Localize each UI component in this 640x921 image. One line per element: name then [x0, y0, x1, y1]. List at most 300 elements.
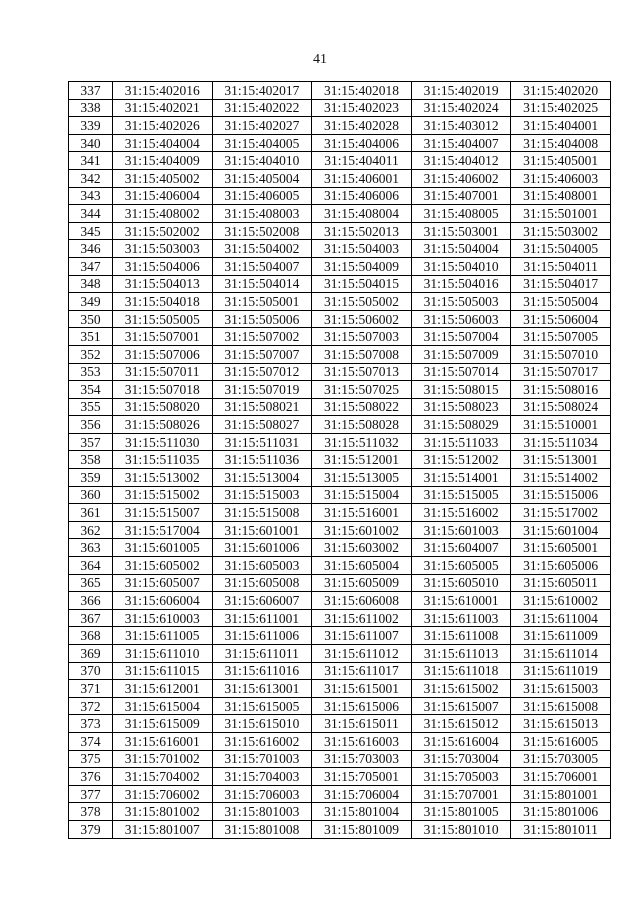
table-row	[69, 134, 611, 152]
cadastral-number-cell: 31:15:505005	[113, 310, 213, 328]
cadastral-number-cell: 31:15:507013	[312, 363, 412, 381]
cadastral-number-cell: 31:15:704002	[113, 768, 213, 786]
table-row	[69, 257, 611, 275]
table-row	[69, 82, 611, 100]
cadastral-number-cell: 31:15:801011	[511, 820, 611, 838]
cadastral-number-cell: 31:15:514001	[411, 469, 511, 487]
cadastral-number-cell: 31:15:801005	[411, 803, 511, 821]
cadastral-number-cell: 31:15:402022	[212, 99, 312, 117]
cadastral-number-cell: 31:15:615009	[113, 715, 213, 733]
cadastral-number-cell: 31:15:615013	[511, 715, 611, 733]
row-number-cell: 365	[69, 574, 113, 592]
cadastral-number-cell: 31:15:517002	[511, 504, 611, 522]
cadastral-number-cell: 31:15:404010	[212, 152, 312, 170]
cadastral-number-cell: 31:15:615004	[113, 697, 213, 715]
cadastral-number-cell: 31:15:503003	[113, 240, 213, 258]
cadastral-number-cell: 31:15:801009	[312, 820, 412, 838]
cadastral-number-cell: 31:15:511032	[312, 433, 412, 451]
cadastral-number-cell: 31:15:513005	[312, 469, 412, 487]
cadastral-number-cell: 31:15:512001	[312, 451, 412, 469]
cadastral-number-cell: 31:15:615010	[212, 715, 312, 733]
cadastral-number-cell: 31:15:705003	[411, 768, 511, 786]
cadastral-number-cell: 31:15:611006	[212, 627, 312, 645]
cadastral-number-cell: 31:15:615001	[312, 680, 412, 698]
table-row	[69, 381, 611, 399]
cadastral-number-cell: 31:15:611019	[511, 662, 611, 680]
cadastral-number-cell: 31:15:402025	[511, 99, 611, 117]
cadastral-number-cell: 31:15:801004	[312, 803, 412, 821]
cadastral-number-cell: 31:15:504013	[113, 275, 213, 293]
cadastral-number-cell: 31:15:502008	[212, 222, 312, 240]
cadastral-number-cell: 31:15:406002	[411, 169, 511, 187]
cadastral-number-cell: 31:15:611005	[113, 627, 213, 645]
cadastral-number-cell: 31:15:801006	[511, 803, 611, 821]
cadastral-number-cell: 31:15:514002	[511, 469, 611, 487]
table-row	[69, 469, 611, 487]
cadastral-number-cell: 31:15:604007	[411, 539, 511, 557]
cadastral-number-cell: 31:15:404008	[511, 134, 611, 152]
cadastral-number-cell: 31:15:504018	[113, 293, 213, 311]
cadastral-number-cell: 31:15:503002	[511, 222, 611, 240]
cadastral-number-cell: 31:15:508016	[511, 381, 611, 399]
table-row	[69, 645, 611, 663]
row-number-cell: 357	[69, 433, 113, 451]
cadastral-number-cell: 31:15:605001	[511, 539, 611, 557]
cadastral-number-cell: 31:15:611012	[312, 645, 412, 663]
cadastral-number-cell: 31:15:701003	[212, 750, 312, 768]
cadastral-number-cell: 31:15:507018	[113, 381, 213, 399]
cadastral-number-cell: 31:15:615012	[411, 715, 511, 733]
table-row	[69, 345, 611, 363]
cadastral-number-cell: 31:15:701002	[113, 750, 213, 768]
row-number-cell: 361	[69, 504, 113, 522]
table-row	[69, 99, 611, 117]
cadastral-number-cell: 31:15:408004	[312, 205, 412, 223]
cadastral-number-cell: 31:15:511031	[212, 433, 312, 451]
cadastral-number-cell: 31:15:504015	[312, 275, 412, 293]
cadastral-number-cell: 31:15:404001	[511, 117, 611, 135]
cadastral-number-cell: 31:15:402024	[411, 99, 511, 117]
cadastral-number-cell: 31:15:610002	[511, 592, 611, 610]
cadastral-number-cell: 31:15:706004	[312, 785, 412, 803]
row-number-cell: 370	[69, 662, 113, 680]
cadastral-number-cell: 31:15:511034	[511, 433, 611, 451]
cadastral-number-cell: 31:15:507025	[312, 381, 412, 399]
cadastral-number-cell: 31:15:406001	[312, 169, 412, 187]
row-number-cell: 342	[69, 169, 113, 187]
cadastral-number-cell: 31:15:513002	[113, 469, 213, 487]
cadastral-number-cell: 31:15:801010	[411, 820, 511, 838]
table-row	[69, 803, 611, 821]
cadastral-number-cell: 31:15:611017	[312, 662, 412, 680]
table-row	[69, 310, 611, 328]
cadastral-number-cell: 31:15:611010	[113, 645, 213, 663]
cadastral-number-cell: 31:15:511033	[411, 433, 511, 451]
cadastral-number-cell: 31:15:507001	[113, 328, 213, 346]
cadastral-number-cell: 31:15:508020	[113, 398, 213, 416]
table-row	[69, 768, 611, 786]
cadastral-number-cell: 31:15:508029	[411, 416, 511, 434]
table-row	[69, 662, 611, 680]
cadastral-number-cell: 31:15:507008	[312, 345, 412, 363]
cadastral-number-cell: 31:15:515007	[113, 504, 213, 522]
cadastral-number-cell: 31:15:601004	[511, 521, 611, 539]
cadastral-number-cell: 31:15:504011	[511, 257, 611, 275]
cadastral-number-cell: 31:15:703003	[312, 750, 412, 768]
cadastral-number-cell: 31:15:515002	[113, 486, 213, 504]
cadastral-number-cell: 31:15:504003	[312, 240, 412, 258]
row-number-cell: 363	[69, 539, 113, 557]
cadastral-number-cell: 31:15:801003	[212, 803, 312, 821]
row-number-cell: 347	[69, 257, 113, 275]
row-number-cell: 344	[69, 205, 113, 223]
row-number-cell: 371	[69, 680, 113, 698]
cadastral-number-cell: 31:15:605006	[511, 557, 611, 575]
cadastral-number-cell: 31:15:507012	[212, 363, 312, 381]
cadastral-number-cell: 31:15:507005	[511, 328, 611, 346]
cadastral-number-cell: 31:15:511036	[212, 451, 312, 469]
cadastral-number-cell: 31:15:615005	[212, 697, 312, 715]
cadastral-number-cell: 31:15:402016	[113, 82, 213, 100]
cadastral-number-cell: 31:15:705001	[312, 768, 412, 786]
cadastral-number-cell: 31:15:405004	[212, 169, 312, 187]
table-row	[69, 205, 611, 223]
table-row	[69, 820, 611, 838]
cadastral-number-cell: 31:15:402028	[312, 117, 412, 135]
cadastral-number-cell: 31:15:611008	[411, 627, 511, 645]
cadastral-number-cell: 31:15:507002	[212, 328, 312, 346]
cadastral-number-cell: 31:15:511030	[113, 433, 213, 451]
cadastral-number-cell: 31:15:515006	[511, 486, 611, 504]
row-number-cell: 355	[69, 398, 113, 416]
cadastral-number-cell: 31:15:405001	[511, 152, 611, 170]
cadastral-number-cell: 31:15:517004	[113, 521, 213, 539]
cadastral-number-cell: 31:15:515004	[312, 486, 412, 504]
row-number-cell: 356	[69, 416, 113, 434]
row-number-cell: 358	[69, 451, 113, 469]
cadastral-number-cell: 31:15:507014	[411, 363, 511, 381]
cadastral-number-cell: 31:15:601003	[411, 521, 511, 539]
cadastral-number-cell: 31:15:611016	[212, 662, 312, 680]
table-row	[69, 416, 611, 434]
cadastral-number-cell: 31:15:404009	[113, 152, 213, 170]
cadastral-number-cell: 31:15:703004	[411, 750, 511, 768]
row-number-cell: 377	[69, 785, 113, 803]
table-row	[69, 293, 611, 311]
cadastral-number-cell: 31:15:801002	[113, 803, 213, 821]
row-number-cell: 339	[69, 117, 113, 135]
cadastral-number-cell: 31:15:615011	[312, 715, 412, 733]
cadastral-number-cell: 31:15:507003	[312, 328, 412, 346]
cadastral-number-cell: 31:15:405002	[113, 169, 213, 187]
cadastral-number-cell: 31:15:706002	[113, 785, 213, 803]
cadastral-number-cell: 31:15:505001	[212, 293, 312, 311]
cadastral-number-cell: 31:15:606004	[113, 592, 213, 610]
row-number-cell: 349	[69, 293, 113, 311]
cadastral-number-cell: 31:15:404011	[312, 152, 412, 170]
cadastral-numbers-table	[68, 81, 611, 839]
cadastral-number-cell: 31:15:508026	[113, 416, 213, 434]
cadastral-number-cell: 31:15:611018	[411, 662, 511, 680]
row-number-cell: 359	[69, 469, 113, 487]
cadastral-number-cell: 31:15:601006	[212, 539, 312, 557]
cadastral-number-cell: 31:15:505003	[411, 293, 511, 311]
row-number-cell: 346	[69, 240, 113, 258]
cadastral-number-cell: 31:15:606008	[312, 592, 412, 610]
cadastral-number-cell: 31:15:507009	[411, 345, 511, 363]
cadastral-number-cell: 31:15:502013	[312, 222, 412, 240]
cadastral-number-cell: 31:15:504006	[113, 257, 213, 275]
cadastral-number-cell: 31:15:615006	[312, 697, 412, 715]
cadastral-number-cell: 31:15:508022	[312, 398, 412, 416]
cadastral-number-cell: 31:15:508024	[511, 398, 611, 416]
row-number-cell: 345	[69, 222, 113, 240]
cadastral-number-cell: 31:15:706003	[212, 785, 312, 803]
row-number-cell: 352	[69, 345, 113, 363]
table-row	[69, 275, 611, 293]
cadastral-number-cell: 31:15:406005	[212, 187, 312, 205]
table-row	[69, 486, 611, 504]
table-row	[69, 680, 611, 698]
cadastral-number-cell: 31:15:404006	[312, 134, 412, 152]
table-row	[69, 363, 611, 381]
cadastral-number-cell: 31:15:611001	[212, 609, 312, 627]
cadastral-number-cell: 31:15:404007	[411, 134, 511, 152]
cadastral-number-cell: 31:15:611007	[312, 627, 412, 645]
row-number-cell: 343	[69, 187, 113, 205]
cadastral-number-cell: 31:15:507006	[113, 345, 213, 363]
cadastral-number-cell: 31:15:407001	[411, 187, 511, 205]
row-number-cell: 378	[69, 803, 113, 821]
table-row	[69, 169, 611, 187]
cadastral-number-cell: 31:15:507010	[511, 345, 611, 363]
cadastral-number-cell: 31:15:504007	[212, 257, 312, 275]
table-row	[69, 222, 611, 240]
cadastral-number-cell: 31:15:508027	[212, 416, 312, 434]
cadastral-number-cell: 31:15:503001	[411, 222, 511, 240]
table-row	[69, 504, 611, 522]
cadastral-number-cell: 31:15:406003	[511, 169, 611, 187]
table-row	[69, 328, 611, 346]
cadastral-number-cell: 31:15:611002	[312, 609, 412, 627]
cadastral-number-cell: 31:15:612001	[113, 680, 213, 698]
cadastral-number-cell: 31:15:513001	[511, 451, 611, 469]
cadastral-number-cell: 31:15:402027	[212, 117, 312, 135]
cadastral-number-cell: 31:15:408002	[113, 205, 213, 223]
cadastral-number-cell: 31:15:603002	[312, 539, 412, 557]
cadastral-number-cell: 31:15:505006	[212, 310, 312, 328]
cadastral-number-cell: 31:15:404005	[212, 134, 312, 152]
cadastral-number-cell: 31:15:615002	[411, 680, 511, 698]
cadastral-number-cell: 31:15:801001	[511, 785, 611, 803]
cadastral-number-cell: 31:15:511035	[113, 451, 213, 469]
row-number-cell: 369	[69, 645, 113, 663]
row-number-cell: 376	[69, 768, 113, 786]
cadastral-number-cell: 31:15:616004	[411, 732, 511, 750]
table-row	[69, 152, 611, 170]
cadastral-number-cell: 31:15:504004	[411, 240, 511, 258]
cadastral-number-cell: 31:15:616003	[312, 732, 412, 750]
cadastral-number-cell: 31:15:404004	[113, 134, 213, 152]
cadastral-number-cell: 31:15:605002	[113, 557, 213, 575]
cadastral-number-cell: 31:15:402020	[511, 82, 611, 100]
cadastral-number-cell: 31:15:508015	[411, 381, 511, 399]
cadastral-number-cell: 31:15:516001	[312, 504, 412, 522]
cadastral-number-cell: 31:15:611004	[511, 609, 611, 627]
row-number-cell: 366	[69, 592, 113, 610]
table-row	[69, 732, 611, 750]
cadastral-number-cell: 31:15:408005	[411, 205, 511, 223]
row-number-cell: 362	[69, 521, 113, 539]
cadastral-number-cell: 31:15:504002	[212, 240, 312, 258]
cadastral-number-cell: 31:15:515003	[212, 486, 312, 504]
cadastral-number-cell: 31:15:703005	[511, 750, 611, 768]
cadastral-number-cell: 31:15:508021	[212, 398, 312, 416]
cadastral-number-cell: 31:15:507007	[212, 345, 312, 363]
table-row	[69, 574, 611, 592]
cadastral-number-cell: 31:15:611003	[411, 609, 511, 627]
row-number-cell: 338	[69, 99, 113, 117]
cadastral-number-cell: 31:15:504005	[511, 240, 611, 258]
cadastral-number-cell: 31:15:616002	[212, 732, 312, 750]
cadastral-number-cell: 31:15:403012	[411, 117, 511, 135]
cadastral-number-cell: 31:15:505004	[511, 293, 611, 311]
row-number-cell: 354	[69, 381, 113, 399]
cadastral-number-cell: 31:15:504017	[511, 275, 611, 293]
row-number-cell: 367	[69, 609, 113, 627]
cadastral-number-cell: 31:15:506002	[312, 310, 412, 328]
table-row	[69, 451, 611, 469]
cadastral-number-cell: 31:15:402021	[113, 99, 213, 117]
cadastral-number-cell: 31:15:406006	[312, 187, 412, 205]
row-number-cell: 350	[69, 310, 113, 328]
row-number-cell: 341	[69, 152, 113, 170]
cadastral-number-cell: 31:15:506004	[511, 310, 611, 328]
cadastral-number-cell: 31:15:408001	[511, 187, 611, 205]
cadastral-number-cell: 31:15:605005	[411, 557, 511, 575]
cadastral-number-cell: 31:15:616005	[511, 732, 611, 750]
table-body	[69, 82, 611, 839]
row-number-cell: 375	[69, 750, 113, 768]
table-row	[69, 240, 611, 258]
cadastral-number-cell: 31:15:501001	[511, 205, 611, 223]
cadastral-number-cell: 31:15:507004	[411, 328, 511, 346]
cadastral-number-cell: 31:15:615003	[511, 680, 611, 698]
cadastral-number-cell: 31:15:704003	[212, 768, 312, 786]
cadastral-number-cell: 31:15:611009	[511, 627, 611, 645]
cadastral-number-cell: 31:15:611015	[113, 662, 213, 680]
cadastral-number-cell: 31:15:507017	[511, 363, 611, 381]
cadastral-number-cell: 31:15:601002	[312, 521, 412, 539]
row-number-cell: 340	[69, 134, 113, 152]
cadastral-number-cell: 31:15:707001	[411, 785, 511, 803]
table-row	[69, 750, 611, 768]
row-number-cell: 348	[69, 275, 113, 293]
row-number-cell: 368	[69, 627, 113, 645]
row-number-cell: 372	[69, 697, 113, 715]
cadastral-number-cell: 31:15:601005	[113, 539, 213, 557]
cadastral-number-cell: 31:15:406004	[113, 187, 213, 205]
cadastral-number-cell: 31:15:504009	[312, 257, 412, 275]
cadastral-number-cell: 31:15:615008	[511, 697, 611, 715]
cadastral-number-cell: 31:15:611011	[212, 645, 312, 663]
cadastral-number-cell: 31:15:605008	[212, 574, 312, 592]
cadastral-number-cell: 31:15:402026	[113, 117, 213, 135]
cadastral-number-cell: 31:15:605004	[312, 557, 412, 575]
table-row	[69, 557, 611, 575]
table-row	[69, 398, 611, 416]
cadastral-number-cell: 31:15:610001	[411, 592, 511, 610]
cadastral-number-cell: 31:15:404012	[411, 152, 511, 170]
row-number-cell: 373	[69, 715, 113, 733]
cadastral-number-cell: 31:15:605009	[312, 574, 412, 592]
row-number-cell: 364	[69, 557, 113, 575]
cadastral-number-cell: 31:15:615007	[411, 697, 511, 715]
table-row	[69, 627, 611, 645]
cadastral-number-cell: 31:15:515008	[212, 504, 312, 522]
cadastral-number-cell: 31:15:605011	[511, 574, 611, 592]
row-number-cell: 337	[69, 82, 113, 100]
cadastral-number-cell: 31:15:510001	[511, 416, 611, 434]
cadastral-number-cell: 31:15:611013	[411, 645, 511, 663]
cadastral-number-cell: 31:15:601001	[212, 521, 312, 539]
cadastral-number-cell: 31:15:402018	[312, 82, 412, 100]
cadastral-number-cell: 31:15:508023	[411, 398, 511, 416]
cadastral-number-cell: 31:15:516002	[411, 504, 511, 522]
table-row	[69, 715, 611, 733]
row-number-cell: 374	[69, 732, 113, 750]
cadastral-number-cell: 31:15:504010	[411, 257, 511, 275]
cadastral-number-cell: 31:15:504016	[411, 275, 511, 293]
cadastral-number-cell: 31:15:706001	[511, 768, 611, 786]
cadastral-number-cell: 31:15:801008	[212, 820, 312, 838]
table-row	[69, 539, 611, 557]
cadastral-number-cell: 31:15:402023	[312, 99, 412, 117]
cadastral-number-cell: 31:15:605010	[411, 574, 511, 592]
row-number-cell: 353	[69, 363, 113, 381]
cadastral-number-cell: 31:15:502002	[113, 222, 213, 240]
cadastral-number-cell: 31:15:408003	[212, 205, 312, 223]
cadastral-number-cell: 31:15:504014	[212, 275, 312, 293]
cadastral-number-cell: 31:15:605003	[212, 557, 312, 575]
table-row	[69, 433, 611, 451]
cadastral-number-cell: 31:15:616001	[113, 732, 213, 750]
cadastral-number-cell: 31:15:606007	[212, 592, 312, 610]
cadastral-number-cell: 31:15:613001	[212, 680, 312, 698]
row-number-cell: 360	[69, 486, 113, 504]
cadastral-number-cell: 31:15:513004	[212, 469, 312, 487]
table-row	[69, 592, 611, 610]
table-row	[69, 521, 611, 539]
cadastral-number-cell: 31:15:402019	[411, 82, 511, 100]
row-number-cell: 379	[69, 820, 113, 838]
row-number-cell: 351	[69, 328, 113, 346]
cadastral-number-cell: 31:15:611014	[511, 645, 611, 663]
table-row	[69, 785, 611, 803]
table-row	[69, 117, 611, 135]
cadastral-number-cell: 31:15:512002	[411, 451, 511, 469]
table-row	[69, 187, 611, 205]
cadastral-number-cell: 31:15:507011	[113, 363, 213, 381]
cadastral-number-cell: 31:15:605007	[113, 574, 213, 592]
cadastral-number-cell: 31:15:506003	[411, 310, 511, 328]
page-number: 41	[313, 52, 327, 67]
cadastral-number-cell: 31:15:610003	[113, 609, 213, 627]
cadastral-number-cell: 31:15:507019	[212, 381, 312, 399]
cadastral-number-cell: 31:15:801007	[113, 820, 213, 838]
table-row	[69, 609, 611, 627]
cadastral-number-cell: 31:15:515005	[411, 486, 511, 504]
